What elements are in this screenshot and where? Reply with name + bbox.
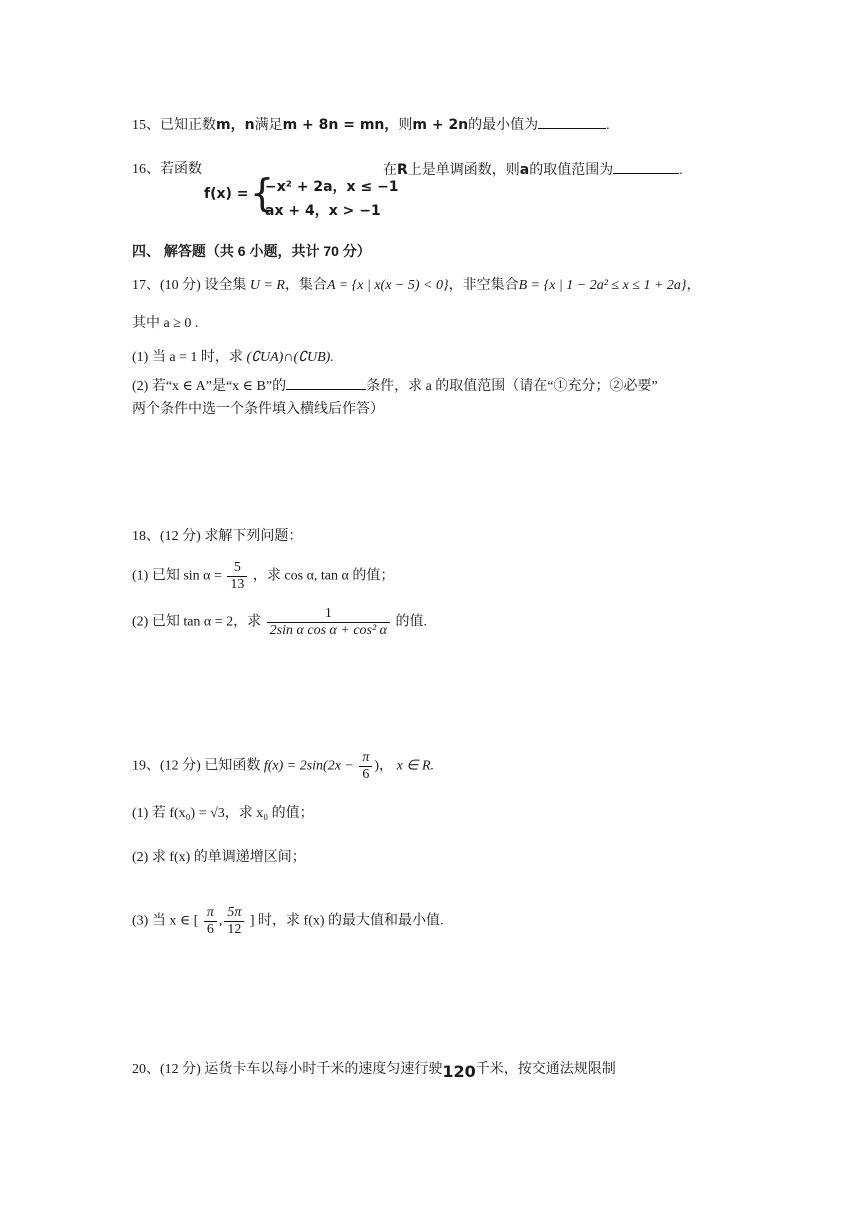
q19-part-1: (1) 若 f(x₀) = √3，求 x₀ 的值； bbox=[132, 806, 314, 821]
q18-part-1-tail: ，求 cos α, tan α 的值； bbox=[252, 568, 395, 584]
q19-frac-denominator: 6 bbox=[362, 767, 370, 782]
q17-nonempty-label: ，非空集合 bbox=[448, 278, 519, 293]
q20-number: 120 bbox=[442, 1062, 476, 1081]
q15-then: 则 bbox=[398, 118, 413, 133]
q19-frac-numerator: π bbox=[359, 750, 372, 767]
q16-brace: { bbox=[250, 171, 275, 215]
q19-right-denominator: 12 bbox=[227, 922, 242, 937]
q19-interval-right bbox=[224, 905, 244, 938]
q19-right-numerator: 5π bbox=[224, 905, 244, 922]
q17-condition-line: 其中 a ≥ 0 . bbox=[132, 316, 199, 331]
question-19-title bbox=[132, 750, 434, 783]
q16-prefix-line bbox=[132, 160, 202, 180]
q17-part-1-expression: (∁UA)∩(∁UB). bbox=[246, 350, 334, 365]
q15-vars: m，n bbox=[216, 117, 255, 133]
q18-part-1 bbox=[132, 560, 394, 593]
q16-piece-1: −x² + 2a，x ≤ −1 bbox=[265, 179, 399, 195]
question-17-line-1 bbox=[132, 276, 701, 296]
q17-part-2-text-a: (2) 若“x ∈ A”是“x ∈ B”的 bbox=[132, 379, 287, 394]
q17-part-1 bbox=[132, 348, 334, 368]
q18-frac-denominator: 13 bbox=[230, 577, 245, 592]
q17-set-A: A = {x | x(x − 5) < 0} bbox=[326, 278, 449, 293]
q20-text-a: 20、(12 分) 运货卡车以每小时千米的速度匀速行驶 bbox=[132, 1062, 443, 1077]
q18-part-2-tail: 的值. bbox=[395, 614, 428, 630]
q16-answer-blank bbox=[613, 161, 679, 174]
q19-left-denominator: 6 bbox=[206, 922, 214, 937]
q17-set-label: ，集合 bbox=[284, 278, 327, 293]
q16-a: a bbox=[519, 162, 530, 178]
q19-close: )， bbox=[374, 758, 394, 774]
q17-set-B: B = {x | 1 − 2a² ≤ x ≤ 1 + 2a} bbox=[518, 278, 687, 293]
q19-fraction-pi-6 bbox=[359, 750, 372, 783]
q17-part-2-line-2: 两个条件中选一个条件填入横线后作答） bbox=[132, 402, 384, 417]
q16-suffix: 的取值范围为 bbox=[529, 163, 614, 178]
q20-text-b: 千米，按交通法规限制 bbox=[475, 1062, 616, 1077]
q18-part-1-text: (1) 已知 sin α = bbox=[132, 568, 222, 584]
q15-answer-blank bbox=[538, 116, 606, 129]
q18-fraction-expression bbox=[267, 606, 390, 639]
q16-tail bbox=[383, 160, 683, 181]
q18-frac2-denominator: 2sin α cos α + cos² α bbox=[269, 623, 388, 638]
q19-part-3-text: (3) 当 x ∈ [ bbox=[132, 913, 199, 929]
question-20 bbox=[132, 1060, 616, 1082]
q18-fraction-5-13 bbox=[227, 560, 247, 593]
q18-frac-numerator: 5 bbox=[227, 560, 247, 577]
q18-part-2-text: (2) 已知 tan α = 2，求 bbox=[132, 614, 262, 630]
q16-mid: 上是单调函数，则 bbox=[407, 163, 520, 178]
q19-part-2: (2) 求 f(x) 的单调递增区间； bbox=[132, 850, 306, 865]
q15-expression: m + 2n bbox=[412, 117, 469, 133]
q19-function: f(x) = 2sin(2x − bbox=[263, 758, 354, 774]
q19-domain: x ∈ R. bbox=[396, 758, 435, 774]
q18-part-2 bbox=[132, 606, 427, 639]
q15-prefix: 15、已知正数 bbox=[132, 118, 216, 133]
question-18-title: 18、(12 分) 求解下列问题： bbox=[132, 529, 303, 544]
q17-intro: 17、(10 分) 设全集 bbox=[132, 278, 247, 293]
q17-comma: ， bbox=[686, 278, 701, 293]
question-15 bbox=[132, 115, 610, 136]
section-4-heading: 四、 解答题（共 6 小题，共计 70 分） bbox=[132, 243, 371, 259]
q19-part-3-tail: ] 时，求 f(x) 的最大值和最小值. bbox=[249, 913, 444, 929]
q19-left-numerator: π bbox=[204, 905, 217, 922]
q15-mid: 满足 bbox=[254, 118, 283, 133]
q15-period: . bbox=[606, 118, 610, 133]
q15-suffix: 的最小值为 bbox=[468, 118, 539, 133]
q18-frac2-numerator: 1 bbox=[267, 606, 390, 623]
q17-part-1-text: (1) 当 a = 1 时，求 bbox=[132, 350, 243, 365]
q19-part-3: (3) 当 x ∈ [ $\frac{\pi}{6}$ , $\frac{5\pi}{12}$ ] 时，求 f(x) 的最大值和最小值. bbox=[132, 905, 444, 937]
q16-prefix: 16、若函数 bbox=[132, 162, 202, 177]
q15-condition: m + 8n = mn， bbox=[282, 117, 399, 133]
q19-intro: 19、(12 分) 已知函数 bbox=[132, 758, 261, 774]
q16-period: . bbox=[679, 163, 683, 178]
q16-func-lhs: f(x) = bbox=[204, 186, 249, 202]
q17-universal-set: U = R bbox=[249, 278, 285, 293]
q19-interval-left bbox=[204, 905, 217, 938]
q17-part-2 bbox=[132, 377, 658, 397]
q17-part-2-text-b: 条件，求 a 的取值范围（请在“①充分；②必要” bbox=[366, 379, 658, 394]
q16-R: R bbox=[397, 162, 408, 178]
q16-piece-2: ax + 4，x > −1 bbox=[265, 203, 381, 219]
q17-answer-blank bbox=[286, 377, 366, 390]
q16-on: 在 bbox=[383, 163, 397, 178]
